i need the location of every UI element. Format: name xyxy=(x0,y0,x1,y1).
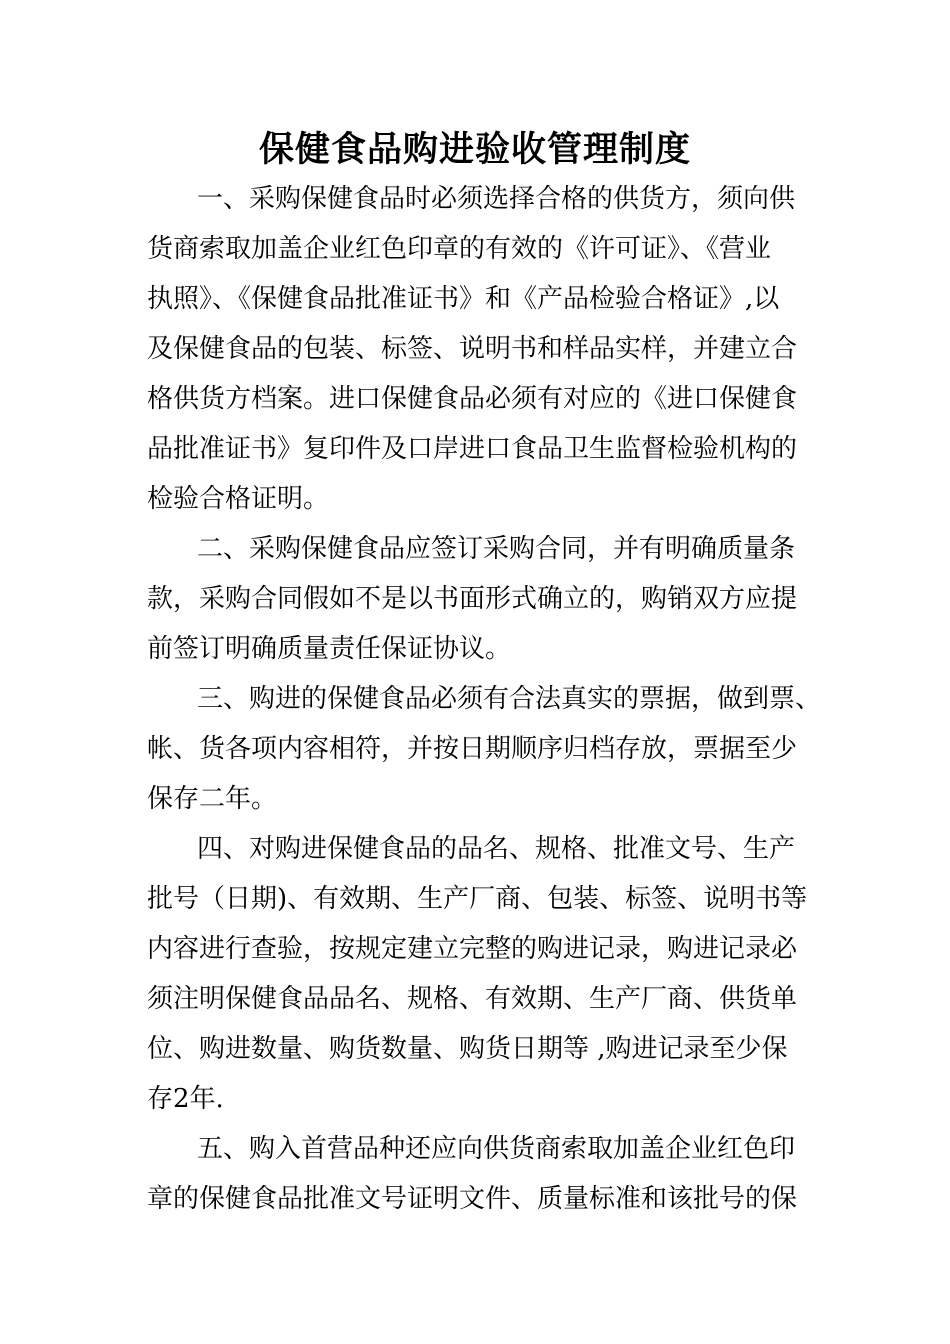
paragraph-2-line-2: 款，采购合同假如不是以书面形式确立的，购销双方应提 xyxy=(147,584,798,614)
paragraph-4-line-1: 四、对购进保健食品的品名、规格、批准文号、生产 xyxy=(197,834,796,864)
paragraph-4-line-2: 批号（日期)、有效期、生产厂商、包装、标签、说明书等 xyxy=(147,884,808,914)
paragraph-1-line-5: 格供货方档案。进口保健食品必须有对应的《进口保健食 xyxy=(147,384,798,414)
paragraph-4-line-6: 存2年. xyxy=(147,1084,224,1114)
paragraph-1-line-6: 品批准证书》复印件及口岸进口食品卫生监督检验机构的 xyxy=(147,434,798,464)
paragraph-2-line-1: 二、采购保健食品应签订采购合同，并有明确质量条 xyxy=(197,534,796,564)
paragraph-1-line-4: 及保健食品的包装、标签、说明书和样品实样，并建立合 xyxy=(147,334,798,364)
paragraph-5-line-2: 章的保健食品批准文号证明文件、质量标准和该批号的保 xyxy=(147,1184,798,1214)
paragraph-4-line-4: 须注明保健食品品名、规格、有效期、生产厂商、供货单 xyxy=(147,984,798,1014)
paragraph-1-line-2: 货商索取加盖企业红色印章的有效的《许可证》、《营业 xyxy=(147,234,772,264)
paragraph-1-line-3: 执照》、《保健食品批准证书》和《产品检验合格证》,以 xyxy=(147,284,780,314)
paragraph-3-line-3: 保存二年。 xyxy=(147,784,278,814)
paragraph-1-line-7: 检验合格证明。 xyxy=(147,484,330,514)
paragraph-5-line-1: 五、购入首营品种还应向供货商索取加盖企业红色印 xyxy=(197,1134,796,1164)
paragraph-2-line-3: 前签订明确质量责任保证协议。 xyxy=(147,634,512,664)
paragraph-3-line-1: 三、购进的保健食品必须有合法真实的票据，做到票、 xyxy=(197,684,822,714)
paragraph-3-line-2: 帐、货各项内容相符，并按日期顺序归档存放，票据至少 xyxy=(147,734,798,764)
page-title: 保健食品购进验收管理制度 xyxy=(258,129,691,170)
paragraph-1-line-1: 一、采购保健食品时必须选择合格的供货方，须向供 xyxy=(197,184,796,214)
paragraph-4-line-3: 内容进行查验，按规定建立完整的购进记录，购进记录必 xyxy=(147,934,798,964)
paragraph-4-line-5: 位、购进数量、购货数量、购货日期等 ,购进记录至少保 xyxy=(147,1034,788,1064)
